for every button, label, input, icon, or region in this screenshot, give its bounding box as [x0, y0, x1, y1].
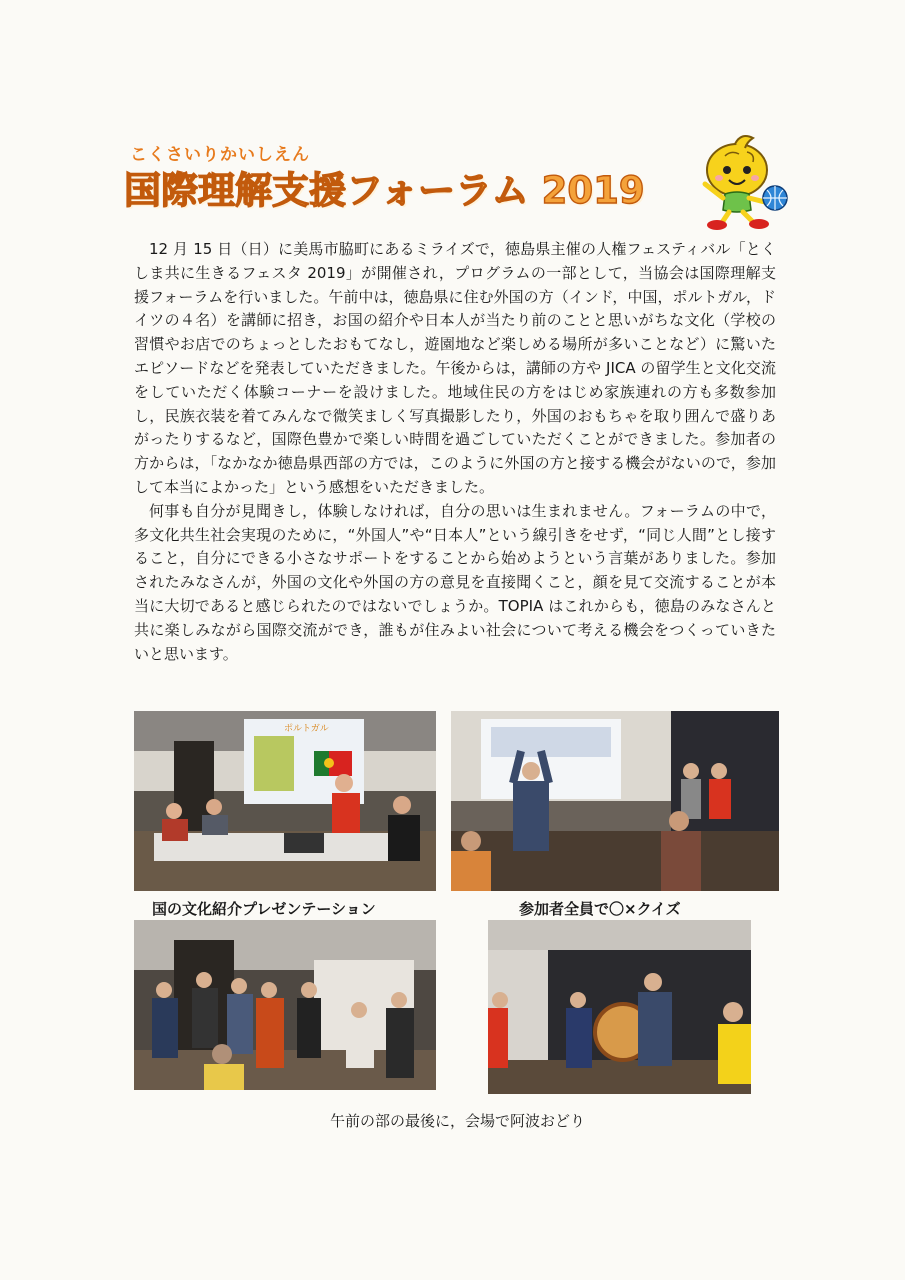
photo-drum: [488, 920, 751, 1094]
caption-quiz: 参加者全員で〇×クイズ: [519, 900, 681, 918]
paragraph-1: 12 月 15 日（日）に美馬市脇町にあるミライズで，徳島県主催の人権フェスティバル「とくしま共に生きるフェスタ 2019」が開催され，プログラムの一部として，当協会は国際理解支援フォーラムを行いました。午前中は，徳島県に住む外国の方（インド，中国，ポルトガル，ドイツの４名）を講師に招き，お国の紹介や日本人が当たり前のことと思いがちな文化（学校の習慣やお店でのちょっとしたおもてなし，遊園地など楽しめる場所が多いことなど）に驚いたエピソードなどを発表していただきました。午後からは，講師の方や JICA の留学生と文化交流をしていただく体験コーナーを設けました。地域住民の方をはじめ家族連れの方も多数参加し，民族衣装を着てみんなで微笑ましく写真撮影したり，外国のおもちゃを取り囲んで盛りあがったりするなど，国際色豊かで楽しい時間を過ごしていただくことができました。参加者の方からは，「なかなか徳島県西部の方では，このように外国の方と接する機会がないので，参加して本当によかった」という感想をいただきました。: [134, 240, 776, 496]
photo-drum-image: [488, 920, 751, 1094]
slide-title: ポルトガル: [284, 724, 329, 734]
photo-awa-odori: [134, 920, 436, 1090]
caption-presentation: 国の文化紹介プレゼンテーション: [152, 900, 376, 918]
title-block: [124, 140, 684, 210]
title-ruby: こくさいりかいしえん: [130, 145, 310, 165]
caption-awa-odori: 午前の部の最後に，会場で阿波おどり: [330, 1112, 586, 1130]
photo-awa-odori-image: [134, 920, 436, 1090]
article-body: [134, 238, 776, 666]
mascot-icon: [695, 132, 795, 232]
photo-presentation: [134, 711, 436, 891]
paragraph-2: 何事も自分が見聞きし，体験しなければ，自分の思いは生まれません。フォーラムの中で，多文化共生社会実現のために，“外国人”や“日本人”という線引きをせず，“同じ人間”とし接すること，自分にできる小さなサポートをすることから始めようという言葉がありました。参加されたみなさんが，外国の文化や外国の方の意見を直接聞くこと，顔を見て交流することが本当に大切であると感じられたのではないでしょうか。TOPIA はこれからも，徳島のみなさんと共に楽しみながら国際交流ができ，誰もが住みよい社会について考える機会をつくっていきたいと思います。: [134, 501, 776, 663]
photo-presentation-image: [134, 711, 436, 891]
photo-quiz: [451, 711, 779, 891]
page-title: 国際理解支援フォーラム 2019: [124, 169, 645, 212]
photo-quiz-image: [451, 711, 779, 891]
